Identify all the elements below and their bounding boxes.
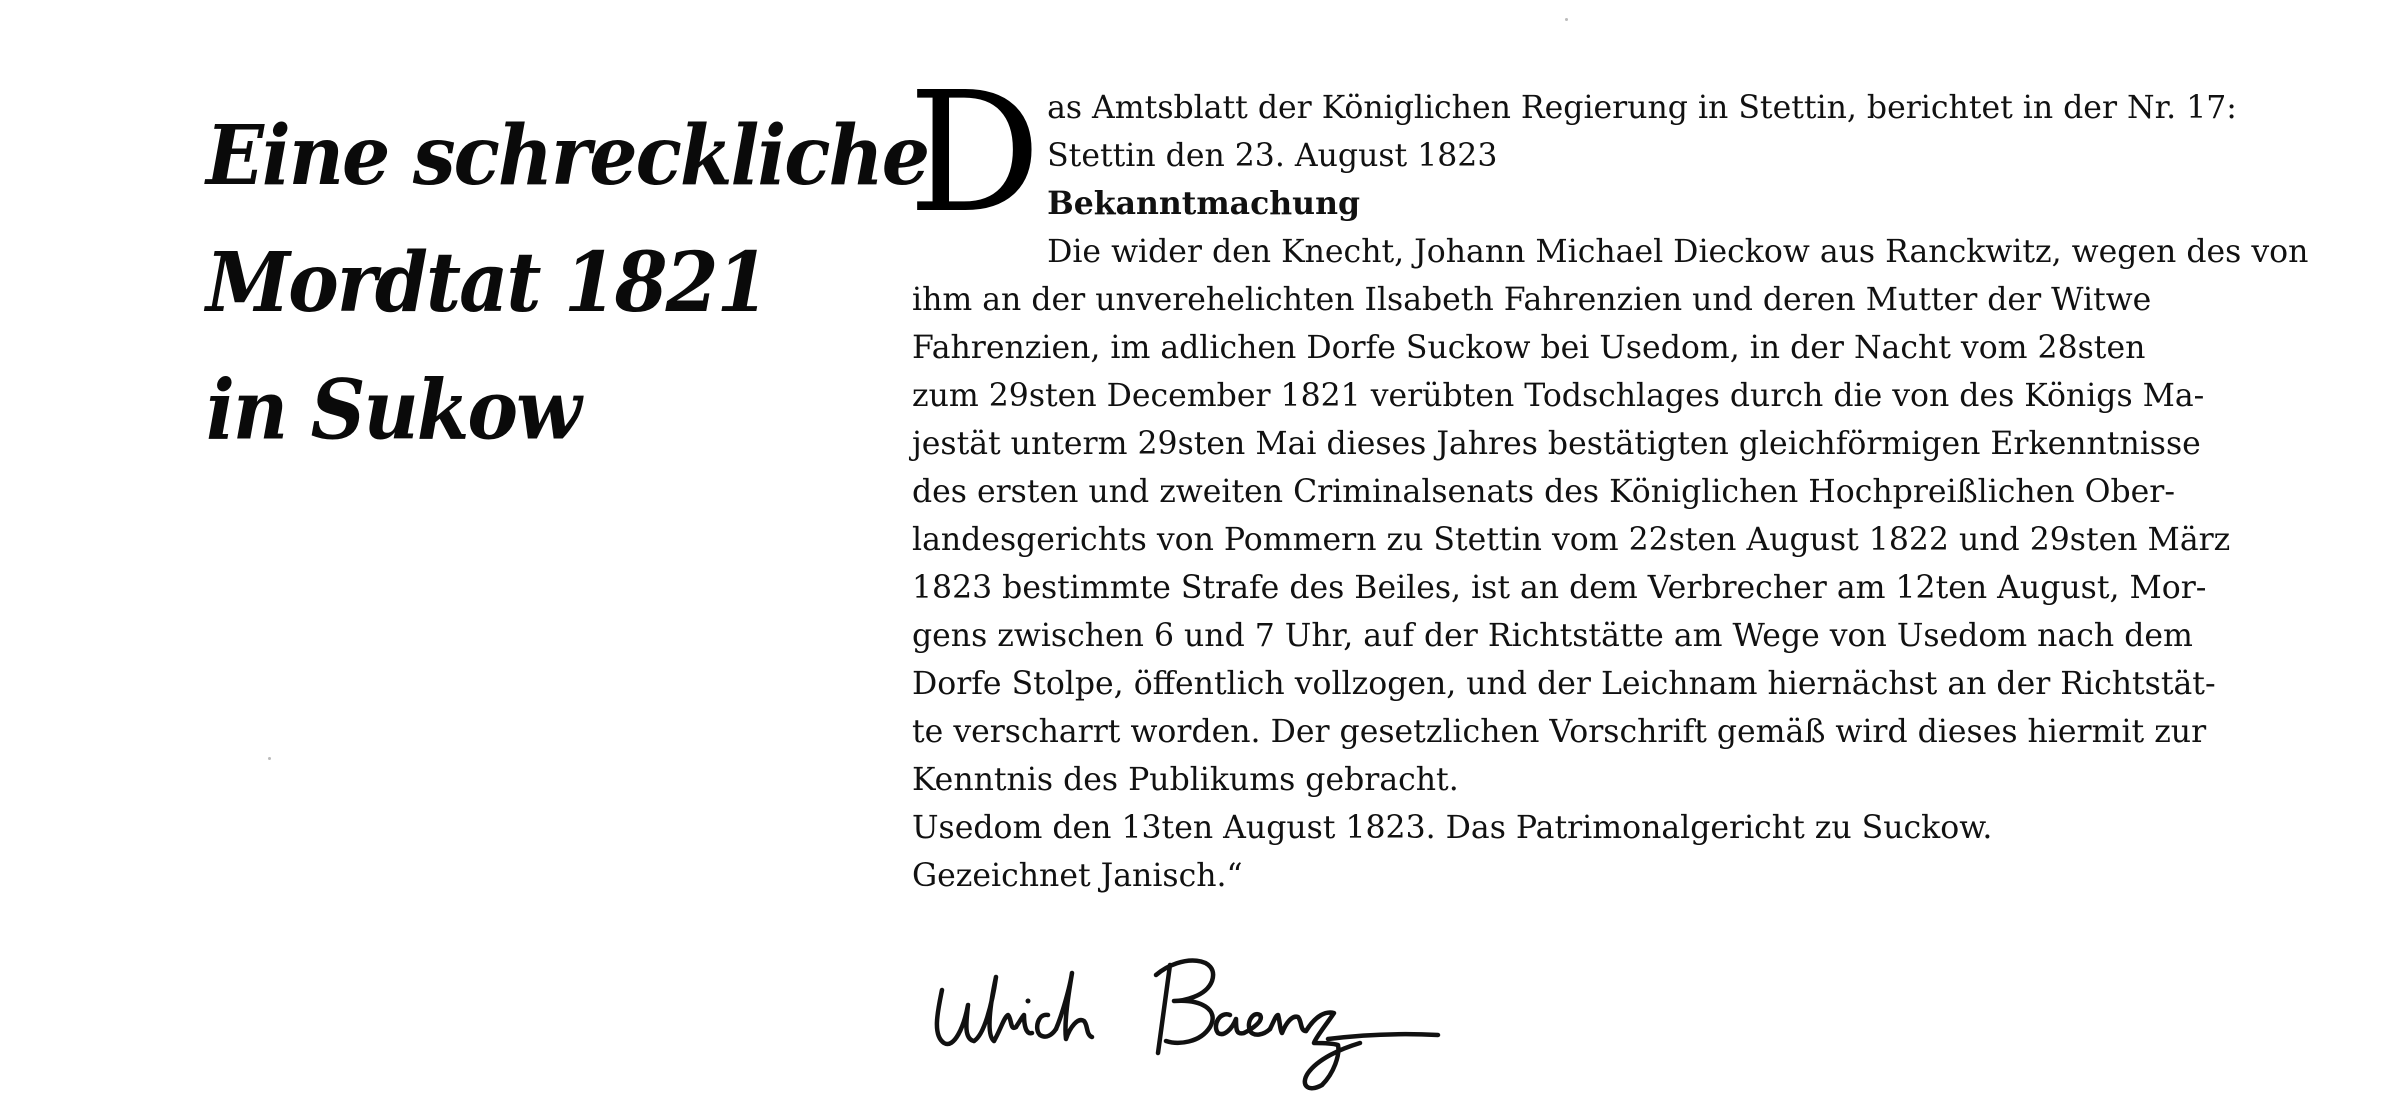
title-line-1: Eine schreckliche <box>206 107 929 204</box>
article-title <box>206 92 929 474</box>
body-line: gens zwischen 6 und 7 Uhr, auf der Richtstätte am Wege von Usedom nach dem <box>912 618 2193 654</box>
body-line: ihm an der unverehelichten Ilsabeth Fahrenzien und deren Mutter der Witwe <box>912 282 2152 318</box>
drop-cap: D <box>908 57 1042 250</box>
closing-line: Usedom den 13ten August 1823. Das Patrimonalgericht zu Suckow. <box>912 810 1993 846</box>
body-line: jestät unterm 29sten Mai dieses Jahres bestätigten gleichförmigen Erkenntnisse <box>912 426 2201 462</box>
handwritten-signature <box>930 935 1450 1095</box>
body-line: zum 29sten December 1821 verübten Todschlages durch die von des Königs Ma- <box>912 378 2205 414</box>
signed-by-line: Gezeichnet Janisch.“ <box>912 858 1243 894</box>
title-line-3: in Sukow <box>206 362 580 459</box>
title-line-2: Mordtat 1821 <box>206 234 768 331</box>
announcement-heading: Bekanntmachung <box>1047 185 1361 222</box>
intro-line: as Amtsblatt der Königlichen Regierung in Stettin, berichtet in der Nr. 17: <box>1047 90 2237 126</box>
body-line: des ersten und zweiten Criminalsenats des Königlichen Hochpreißlichen Ober- <box>912 474 2175 510</box>
dateline: Stettin den 23. August 1823 <box>1047 138 1498 174</box>
body-line: Dorfe Stolpe, öffentlich vollzogen, und der Leichnam hiernächst an der Richtstät- <box>912 666 2216 702</box>
body-line: Fahrenzien, im adlichen Dorfe Suckow bei Usedom, in der Nacht vom 28sten <box>912 330 2146 366</box>
body-line: Die wider den Knecht, Johann Michael Dieckow aus Ranckwitz, wegen des von <box>1047 234 2309 270</box>
body-line: te verscharrt worden. Der gesetzlichen Vorschrift gemäß wird dieses hiermit zur <box>912 714 2207 750</box>
body-line: landesgerichts von Pommern zu Stettin vom 22sten August 1822 und 29sten März <box>912 522 2231 558</box>
body-line: 1823 bestimmte Strafe des Beiles, ist an dem Verbrecher am 12ten August, Mor- <box>912 570 2207 606</box>
paper-speck <box>1565 18 1568 21</box>
paper-speck <box>268 757 271 760</box>
article-body <box>908 57 2309 900</box>
body-line: Kenntnis des Publikums gebracht. <box>912 762 1459 798</box>
